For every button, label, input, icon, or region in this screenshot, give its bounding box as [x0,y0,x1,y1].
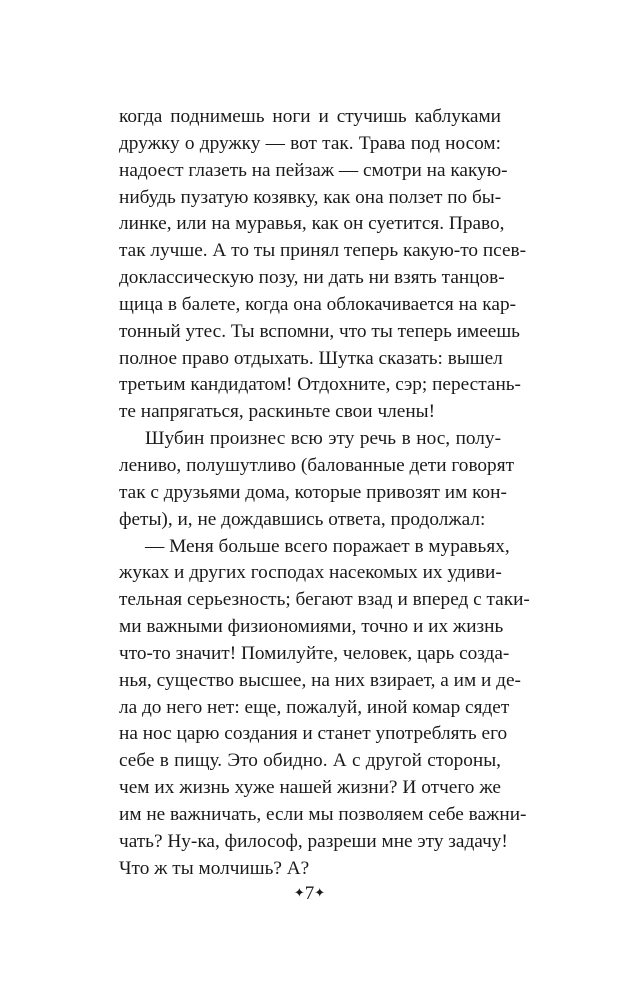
text-line: ла до него нет: еще, пожалуй, иной комар сядет [119,696,510,718]
text-line: когда поднимешь ноги и стучишь каблуками [119,106,501,127]
text-line: третьим кандидатом! Отдохните, сэр; перестань- [119,374,521,396]
text-line: щица в балете, когда она облокачивается на кар- [119,293,517,315]
text-line: дружку о дружку — вот так. Трава под носом: [119,132,501,154]
text-line: ми важными физиономиями, точно и их жизнь [119,616,504,638]
page-number [0,880,619,907]
text-line: тонный утес. Ты вспомни, что ты теперь имеешь [119,320,520,342]
text-line: лениво, полушутливо (балованные дети говорят [119,454,514,476]
text-line: надоест глазеть на пейзаж — смотри на какую- [119,159,508,181]
text-line: нья, существо высшее, на них взирает, а им и де- [119,669,521,691]
text-line: линке, или на муравья, как он суетится. Право, [119,213,505,235]
text-line: так с друзьями дома, которые привозят им кон- [119,481,507,503]
text-line: нибудь пузатую козявку, как она ползет по бы- [119,186,502,208]
text-line: чать? Ну-ка, философ, разреши мне эту задачу! [119,830,508,852]
text-line: на нос царю создания и станет употреблять его [119,723,508,745]
page-number-value: 7 [304,883,315,904]
text-line: им не важничать, если мы позволяем себе важни- [119,803,527,825]
text-line: Что ж ты молчишь? А? [119,857,310,879]
text-line: тельная серьезность; бегают взад и вперед с таки- [119,589,530,611]
text-line: те напрягаться, раскиньте свои члены! [119,401,436,423]
paragraph-1 [119,104,527,426]
paragraph-3 [119,534,530,883]
paragraph-2 [119,426,514,533]
text-line: что-то значит! Помилуйте, человек, царь созда- [119,642,510,664]
text-line: Шубин произнес всю эту речь в нос, полу- [145,428,501,450]
text-line: себе в пищу. Это обидно. А с другой стороны, [119,750,501,772]
body-text [119,104,530,882]
text-line: феты), и, не дождавшись ответа, продолжал: [119,508,486,530]
text-line: так лучше. А то ты принял теперь какую-то псев- [119,240,527,262]
text-line: жуках и других господах насекомых их удиви- [119,562,502,584]
text-line: — Меня больше всего поражает в муравьях, [145,535,510,557]
text-line: полное право отдыхать. Шутка сказать: вышел [119,347,503,369]
text-line: чем их жизнь хуже нашей жизни? И отчего же [119,777,501,799]
text-line: доклассическую позу, ни дать ни взять танцов- [119,267,505,289]
ornament-left-icon: ✦ [293,885,305,900]
ornament-right-icon: ✦ [314,885,326,900]
